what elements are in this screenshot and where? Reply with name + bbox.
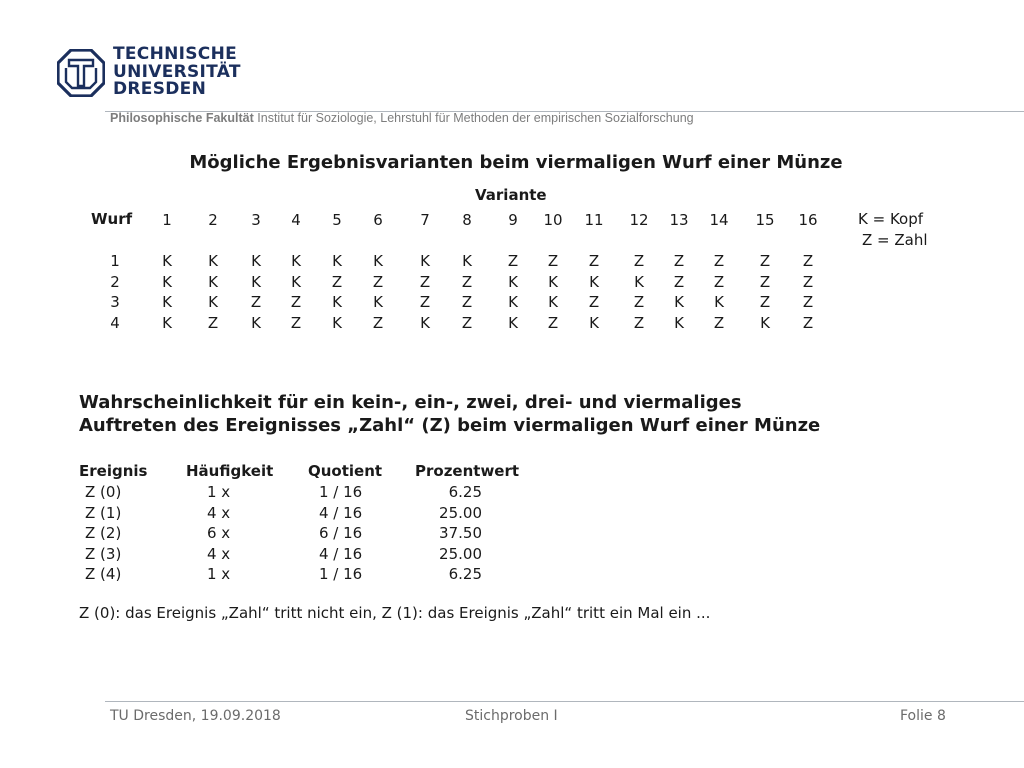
column-header-ereignis: Ereignis	[79, 462, 148, 480]
outcome-cell: K	[508, 293, 518, 311]
outcome-cell: Z	[802, 252, 814, 270]
outcome-cell: K	[548, 273, 558, 291]
haeufigkeit-cell: 6 x	[207, 524, 231, 542]
university-logo-text	[113, 46, 241, 99]
outcome-cell: K	[548, 293, 558, 311]
quotient-cell: 6 / 16	[319, 524, 363, 542]
outcome-cell: K	[162, 252, 172, 270]
variant-number: 11	[584, 211, 604, 229]
outcome-cell: Z	[547, 314, 559, 332]
outcome-cell: Z	[802, 293, 814, 311]
column-header-quotient: Quotient	[308, 462, 383, 480]
variant-number: 1	[162, 211, 172, 229]
outcome-cell: K	[462, 252, 472, 270]
haeufigkeit-cell: 4 x	[207, 504, 231, 522]
outcome-cell: Z	[207, 314, 219, 332]
haeufigkeit-cell: 4 x	[207, 545, 231, 563]
outcome-cell: K	[162, 293, 172, 311]
prozentwert-cell: 6.25	[448, 565, 482, 583]
outcome-cell: K	[332, 252, 342, 270]
outcome-cell: K	[589, 314, 599, 332]
outcome-cell: Z	[713, 314, 725, 332]
outcome-cell: K	[251, 273, 261, 291]
prozentwert-cell: 37.50	[439, 524, 482, 542]
outcome-cell: K	[251, 314, 261, 332]
probability-title-line: Wahrscheinlichkeit für ein kein-, ein-, zwei, drei- und viermaliges	[79, 392, 742, 413]
variant-number: 15	[755, 211, 775, 229]
outcome-cell: K	[291, 252, 301, 270]
outcome-cell: Z	[331, 273, 343, 291]
outcome-cell: K	[420, 314, 430, 332]
outcome-cell: K	[508, 273, 518, 291]
outcome-cell: Z	[461, 293, 473, 311]
variant-number: 14	[709, 211, 729, 229]
outcome-cell: Z	[633, 252, 645, 270]
ereignis-cell: Z (0)	[85, 483, 122, 501]
ereignis-cell: Z (4)	[85, 565, 122, 583]
faculty-name: Philosophische Fakultät	[110, 111, 254, 125]
column-header-prozentwert: Prozentwert	[415, 462, 520, 480]
legend-kopf: K = Kopf	[858, 210, 924, 228]
outcome-cell: K	[508, 314, 518, 332]
variant-number: 6	[373, 211, 383, 229]
logo-line: DRESDEN	[113, 79, 207, 99]
prozentwert-cell: 25.00	[439, 504, 482, 522]
footer-divider	[105, 701, 1024, 702]
variant-number: 7	[420, 211, 430, 229]
variant-number: 5	[332, 211, 342, 229]
outcome-cell: Z	[461, 273, 473, 291]
outcome-cell: K	[332, 314, 342, 332]
variant-number: 13	[669, 211, 689, 229]
variant-number: 16	[798, 211, 818, 229]
footer-title: Stichproben I	[465, 708, 558, 724]
footer-slide-number: Folie 8	[900, 708, 946, 724]
variant-header: Variante	[475, 186, 547, 204]
prozentwert-cell: 6.25	[448, 483, 482, 501]
outcome-cell: Z	[419, 293, 431, 311]
outcome-cell: Z	[372, 314, 384, 332]
outcome-cell: K	[251, 252, 261, 270]
outcome-cell: Z	[802, 273, 814, 291]
quotient-cell: 1 / 16	[319, 483, 363, 501]
prozentwert-cell: 25.00	[439, 545, 482, 563]
outcome-cell: K	[208, 293, 218, 311]
quotient-cell: 1 / 16	[319, 565, 363, 583]
variant-number: 2	[208, 211, 218, 229]
logo-line: TECHNISCHE	[113, 44, 238, 64]
outcome-cell: K	[162, 314, 172, 332]
wurf-number: 3	[110, 293, 120, 311]
outcome-cell: K	[589, 273, 599, 291]
outcome-cell: Z	[290, 314, 302, 332]
probability-title-line: Auftreten des Ereignisses „Zahl“ (Z) beim viermaligen Wurf einer Münze	[79, 415, 821, 436]
variant-number: 4	[291, 211, 301, 229]
tu-dresden-logo-icon	[57, 49, 105, 97]
variants-title: Mögliche Ergebnisvarianten beim viermaligen Wurf einer Münze	[189, 152, 843, 173]
outcome-cell: Z	[713, 273, 725, 291]
outcome-cell: K	[208, 273, 218, 291]
outcome-cell: K	[760, 314, 770, 332]
row-header-wurf: Wurf	[91, 210, 133, 228]
outcome-cell: Z	[673, 252, 685, 270]
outcome-cell: Z	[419, 273, 431, 291]
outcome-cell: K	[291, 273, 301, 291]
legend-zahl: Z = Zahl	[862, 231, 928, 249]
quotient-cell: 4 / 16	[319, 545, 363, 563]
outcome-cell: Z	[673, 273, 685, 291]
outcome-cell: Z	[713, 252, 725, 270]
haeufigkeit-cell: 1 x	[207, 565, 231, 583]
outcome-cell: Z	[633, 293, 645, 311]
institute-name: Institut für Soziologie, Lehrstuhl für Methoden der empirischen Sozialforschung	[257, 111, 694, 125]
outcome-cell: Z	[759, 252, 771, 270]
outcome-cell: K	[373, 293, 383, 311]
outcome-cell: Z	[759, 273, 771, 291]
outcome-cell: Z	[588, 293, 600, 311]
outcome-cell: Z	[290, 293, 302, 311]
outcome-cell: K	[634, 273, 644, 291]
outcome-cell: Z	[507, 252, 519, 270]
variant-number: 10	[543, 211, 563, 229]
outcome-cell: Z	[250, 293, 262, 311]
outcome-cell: Z	[588, 252, 600, 270]
outcome-cell: K	[332, 293, 342, 311]
quotient-cell: 4 / 16	[319, 504, 363, 522]
variant-number: 3	[251, 211, 261, 229]
probability-title	[79, 391, 820, 437]
outcome-cell: Z	[802, 314, 814, 332]
logo-line: UNIVERSITÄT	[113, 61, 241, 82]
outcome-cell: K	[373, 252, 383, 270]
outcome-cell: Z	[461, 314, 473, 332]
haeufigkeit-cell: 1 x	[207, 483, 231, 501]
outcome-cell: Z	[372, 273, 384, 291]
footer-date: TU Dresden, 19.09.2018	[110, 708, 281, 724]
wurf-number: 2	[110, 273, 120, 291]
ereignis-cell: Z (2)	[85, 524, 122, 542]
outcome-cell: K	[674, 314, 684, 332]
outcome-cell: Z	[759, 293, 771, 311]
wurf-number: 1	[110, 252, 120, 270]
outcome-cell: Z	[633, 314, 645, 332]
column-header-haeufigkeit: Häufigkeit	[186, 462, 274, 480]
variant-number: 12	[629, 211, 649, 229]
ereignis-cell: Z (1)	[85, 504, 122, 522]
outcome-cell: K	[674, 293, 684, 311]
ereignis-cell: Z (3)	[85, 545, 122, 563]
variant-number: 9	[508, 211, 518, 229]
outcome-cell: K	[208, 252, 218, 270]
outcome-cell: Z	[547, 252, 559, 270]
wurf-number: 4	[110, 314, 120, 332]
faculty-line	[110, 111, 694, 125]
outcome-cell: K	[162, 273, 172, 291]
outcome-cell: K	[714, 293, 724, 311]
outcome-cell: K	[420, 252, 430, 270]
explanation-note: Z (0): das Ereignis „Zahl“ tritt nicht ein, Z (1): das Ereignis „Zahl“ tritt ein Mal ein ...	[79, 604, 711, 622]
variant-number: 8	[462, 211, 472, 229]
